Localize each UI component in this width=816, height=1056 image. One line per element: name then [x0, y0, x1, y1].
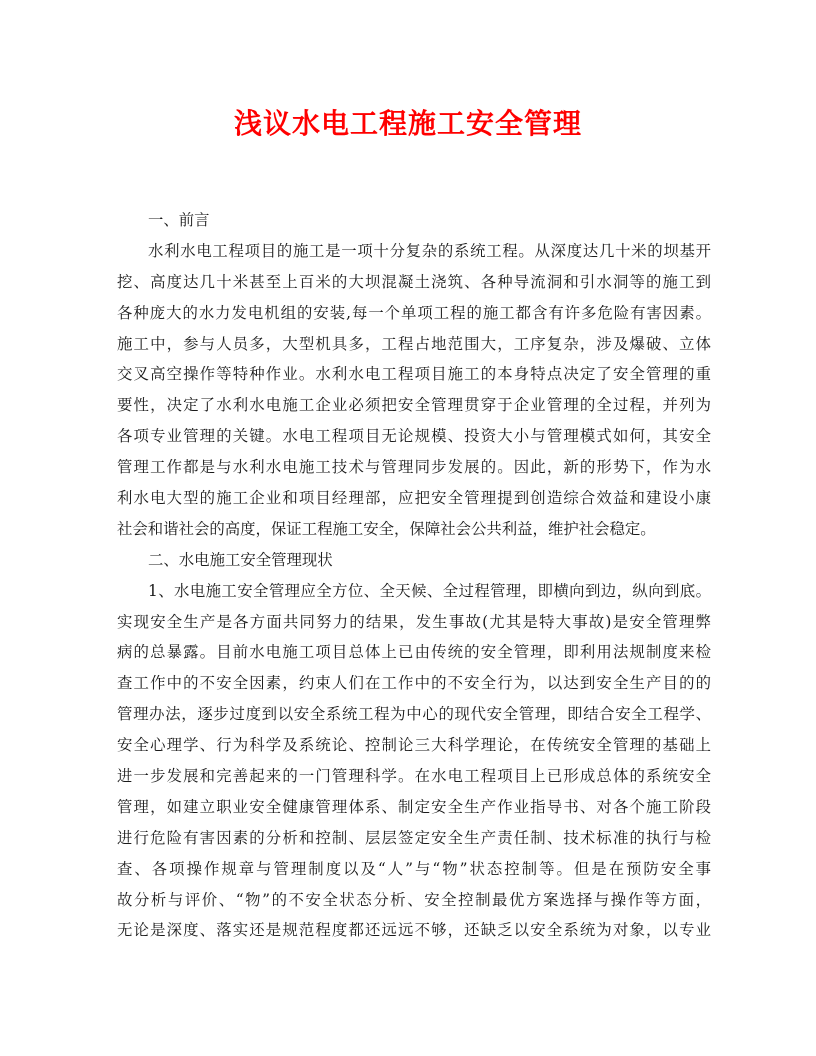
text-line: 实现安全生产是各方面共同努力的结果，发生事故(尤其是特大事故)是安全管理弊: [117, 612, 711, 631]
text-line: 管理办法，逐步过度到以安全系统工程为中心的现代安全管理，即结合安全工程学、: [117, 705, 711, 724]
text-line: 1、水电施工安全管理应全方位、全天候、全过程管理，即横向到边，纵向到底。: [148, 581, 711, 600]
text-line: 管理工作都是与水利水电施工技术与管理同步发展的。因此，新的形势下，作为水: [117, 458, 711, 477]
text-line: 施工中，参与人员多，大型机具多，工程占地范围大，工序复杂，涉及爆破、立体: [117, 334, 711, 353]
text-line: 各项专业管理的关键。水电工程项目无论规模、投资大小与管理模式如何，其安全: [117, 427, 711, 446]
text-line: 交叉高空操作等特种作业。水利水电工程项目施工的本身特点决定了安全管理的重: [117, 365, 711, 384]
text-line: 一、前言: [148, 211, 210, 229]
text-line: 进行危险有害因素的分析和控制、层层签定安全生产责任制、技术标准的执行与检: [117, 828, 711, 847]
text-line: 各种庞大的水力发电机组的安装,每一个单项工程的施工都含有许多危险有害因素。: [117, 303, 711, 322]
text-line: 挖、高度达几十米甚至上百米的大坝混凝土浇筑、各种导流洞和引水洞等的施工到: [117, 272, 711, 291]
document-body: [117, 205, 711, 946]
text-line: 病的总暴露。目前水电施工项目总体上已由传统的安全管理，即利用法规制度来检: [117, 643, 711, 662]
text-line: 水利水电工程项目的施工是一项十分复杂的系统工程。从深度达几十米的坝基开: [148, 241, 711, 260]
text-line: 无论是深度、落实还是规范程度都还远远不够，还缺乏以安全系统为对象，以专业: [117, 921, 711, 940]
text-line: 查、各项操作规章与管理制度以及“人”与“物”状态控制等。但是在预防安全事: [117, 859, 711, 878]
text-line: 利水电大型的施工企业和项目经理部，应把安全管理提到创造综合效益和建设小康: [117, 489, 711, 508]
text-line: 安全心理学、行为科学及系统论、控制论三大科学理论，在传统安全管理的基础上: [117, 736, 711, 755]
text-line: 要性，决定了水利水电施工企业必须把安全管理贯穿于企业管理的全过程，并列为: [117, 396, 711, 415]
text-line: 进一步发展和完善起来的一门管理科学。在水电工程项目上已形成总体的系统安全: [117, 767, 711, 786]
document-title: 浅议水电工程施工安全管理: [233, 107, 582, 140]
text-line: 二、水电施工安全管理现状: [148, 550, 333, 569]
text-line: 社会和谐社会的高度，保证工程施工安全，保障社会公共利益，维护社会稳定。: [117, 519, 656, 538]
text-line: 故分析与评价、“物”的不安全状态分析、安全控制最优方案选择与操作等方面，: [117, 890, 711, 909]
text-line: 查工作中的不安全因素，约束人们在工作中的不安全行为，以达到安全生产目的的: [117, 674, 711, 693]
text-line: 管理，如建立职业安全健康管理体系、制定安全生产作业指导书、对各个施工阶段: [117, 797, 711, 816]
